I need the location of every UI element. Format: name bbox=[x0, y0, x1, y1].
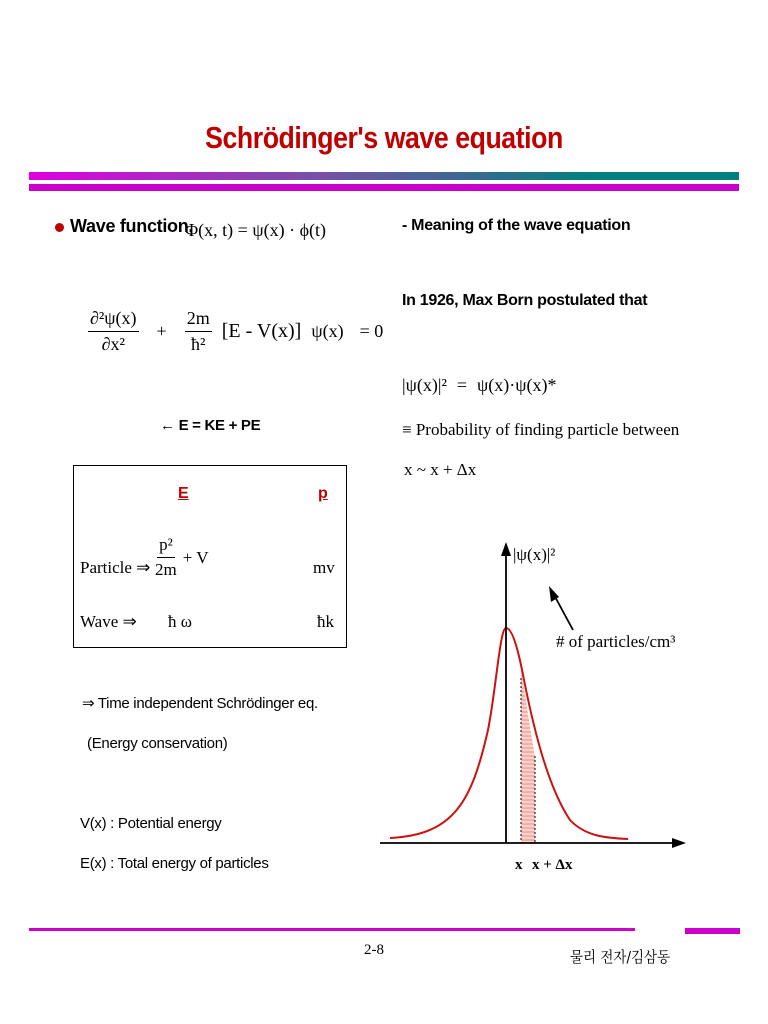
graph-y-label: |ψ(x)|² bbox=[513, 545, 556, 564]
bell-curve bbox=[390, 628, 628, 839]
bracket-term: [E - V(x)] bbox=[221, 320, 302, 342]
born-statement: In 1926, Max Born postulated that bbox=[402, 292, 648, 309]
graph-annotation: # of particles/cm³ bbox=[556, 632, 676, 651]
p2-numerator: p² bbox=[157, 535, 175, 558]
wave-function-equation bbox=[185, 220, 326, 241]
wf-rhs1: ψ(x) bbox=[252, 220, 285, 240]
term2-numerator: 2m bbox=[185, 308, 212, 332]
row-wave-energy: ħ ω bbox=[168, 612, 192, 631]
table-header-e: E bbox=[178, 485, 189, 502]
prob-rhs: ψ(x)·ψ(x)* bbox=[477, 375, 557, 395]
probability-density-graph bbox=[360, 530, 700, 860]
footer-author: 물리 전자/김삼동 bbox=[570, 948, 671, 966]
2m-denominator: 2m bbox=[155, 560, 177, 579]
term1-denominator: ∂x² bbox=[101, 334, 125, 354]
meaning-heading: - Meaning of the wave equation bbox=[402, 217, 631, 234]
bottom-bar bbox=[29, 928, 635, 931]
top-bar-teal bbox=[29, 172, 739, 180]
top-bar-magenta bbox=[29, 184, 739, 191]
note-energy-conservation: (Energy conservation) bbox=[87, 735, 228, 752]
range-text: x ~ x + Δx bbox=[404, 460, 477, 479]
psi-term: ψ(x) bbox=[311, 321, 344, 341]
note-time-independent: ⇒ Time independent Schrödinger eq. bbox=[82, 695, 318, 712]
row-particle-energy bbox=[153, 535, 209, 580]
row-wave-momentum: ħk bbox=[317, 612, 334, 631]
term1-numerator: ∂²ψ(x) bbox=[88, 308, 139, 332]
wf-rhs2: ϕ(t) bbox=[299, 220, 327, 240]
equals-zero: = 0 bbox=[359, 321, 384, 341]
term2-denominator: ħ² bbox=[191, 334, 206, 354]
graph-x-tick-xdx: x + Δx bbox=[532, 857, 573, 873]
term1-fraction bbox=[88, 308, 139, 355]
wave-function-label: Wave function, bbox=[70, 216, 194, 236]
row-particle-momentum: mv bbox=[313, 558, 335, 577]
plus-v: + V bbox=[182, 547, 209, 567]
row-particle-label: Particle ⇒ bbox=[80, 558, 151, 577]
prob-lhs: |ψ(x)|² bbox=[402, 375, 447, 395]
graph-x-tick-x: x bbox=[515, 857, 523, 873]
wf-dot: · bbox=[289, 220, 296, 240]
x-axis-arrow bbox=[672, 838, 686, 848]
definition-v: V(x) : Potential energy bbox=[80, 815, 222, 832]
probability-equation bbox=[402, 375, 557, 396]
y-axis-arrow bbox=[501, 542, 511, 556]
table-header-p: p bbox=[318, 485, 328, 502]
term2-fraction bbox=[185, 308, 212, 355]
p2-over-2m bbox=[153, 535, 179, 580]
row-wave-label: Wave ⇒ bbox=[80, 612, 137, 631]
wf-lhs: Φ(x, t) bbox=[185, 220, 234, 240]
definition-e: E(x) : Total energy of particles bbox=[80, 855, 269, 872]
schrodinger-equation bbox=[88, 308, 383, 355]
page-title: Schrödinger's wave equation bbox=[205, 120, 563, 155]
bullet-dot bbox=[55, 223, 64, 232]
bottom-bar-end bbox=[685, 928, 740, 934]
prob-eq: = bbox=[456, 375, 468, 395]
wf-eq: = bbox=[237, 220, 248, 240]
plus-sign: + bbox=[156, 321, 167, 341]
energy-note: ← E = KE + PE bbox=[160, 417, 261, 434]
page-number: 2-8 bbox=[364, 942, 384, 958]
probability-text: ≡ Probability of finding particle between bbox=[402, 420, 680, 439]
